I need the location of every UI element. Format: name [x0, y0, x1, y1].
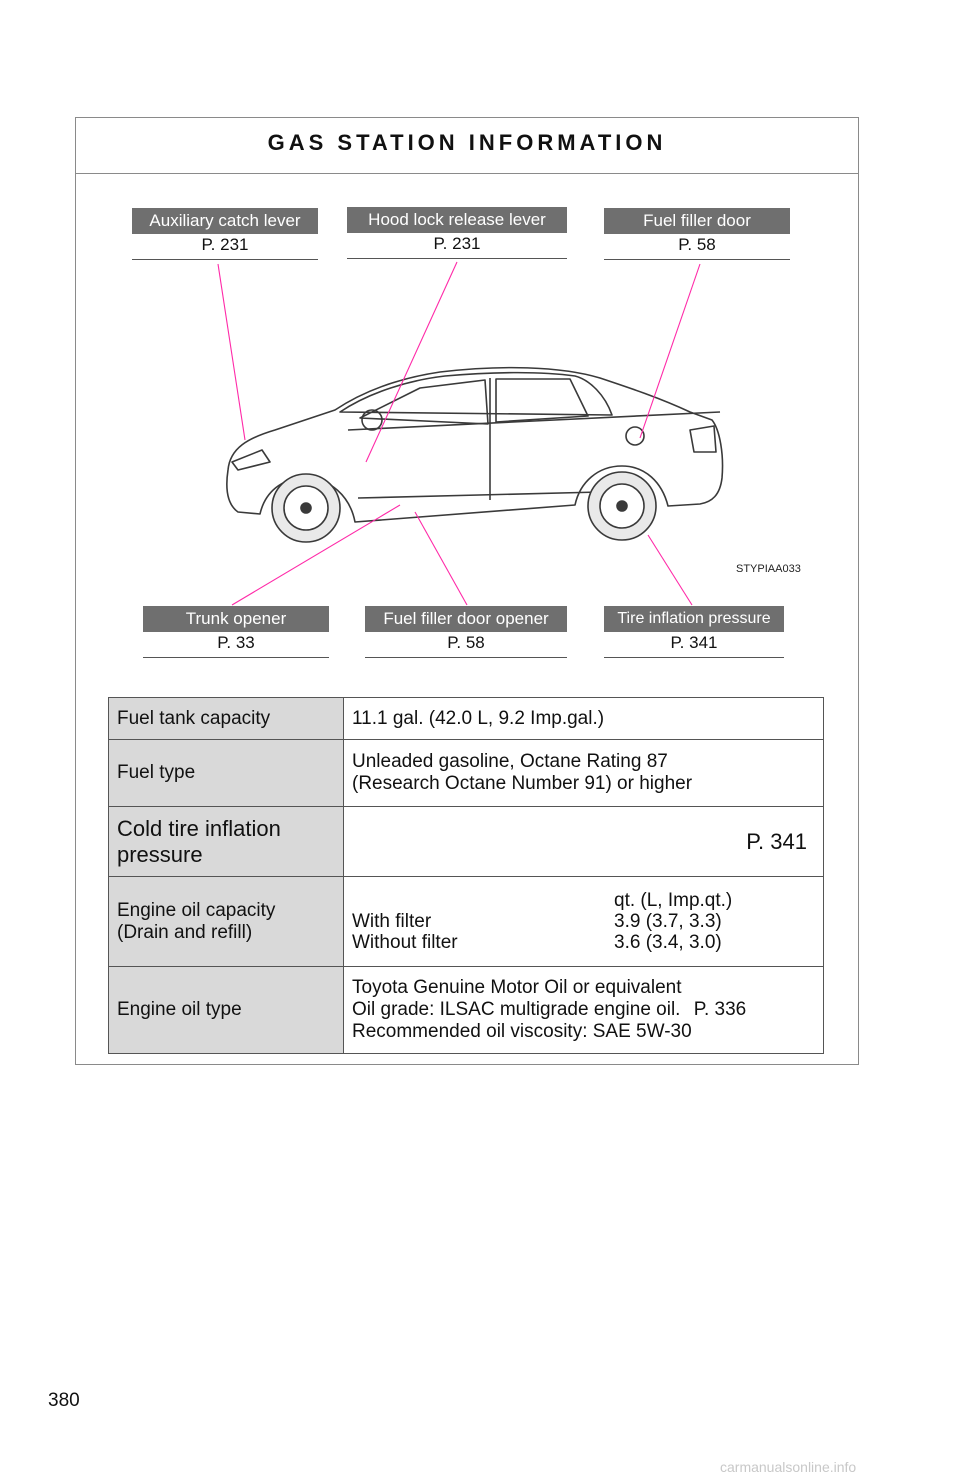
with-filter-label: With filter [352, 911, 432, 932]
page-title: GAS STATION INFORMATION [267, 130, 667, 155]
callout-hood-lock-release-lever [347, 207, 567, 259]
fuel-type-label: Fuel type [109, 740, 344, 807]
callout-tire-inflation-pressure [604, 606, 784, 658]
callout-label: Auxiliary catch lever [132, 208, 318, 234]
callout-auxiliary-catch-lever [132, 208, 318, 260]
leader-lines [218, 262, 700, 605]
oil-grade-page-link[interactable]: P. 336 [693, 999, 747, 1020]
without-filter-label: Without filter [352, 932, 458, 953]
without-filter-value: 3.6 (3.4, 3.0) [614, 932, 722, 953]
callout-fuel-filler-door [604, 208, 790, 260]
oil-type-line1: Toyota Genuine Motor Oil or equivalent [352, 977, 682, 998]
oil-capacity-label-line1: Engine oil capacity [117, 899, 276, 921]
callout-fuel-filler-door-opener [365, 606, 567, 658]
oil-type-line2 [352, 999, 815, 1021]
fuel-type-line2: (Research Octane Number 91) or higher [352, 773, 693, 794]
car-roof [340, 373, 612, 415]
oil-capacity-value [344, 877, 824, 967]
fuel-door-shape [626, 427, 644, 445]
cold-tire-label-line1: Cold tire inflation [117, 815, 281, 841]
spec-table [108, 697, 824, 1054]
callout-page-link[interactable]: P. 341 [604, 632, 784, 658]
front-hub [301, 503, 311, 513]
oil-type-value [344, 967, 824, 1054]
callout-label: Fuel filler door opener [365, 606, 567, 632]
fuel-type-line1: Unleaded gasoline, Octane Rating 87 [352, 751, 668, 772]
car-diagram [0, 0, 960, 700]
table-row [109, 740, 824, 807]
leader-aux-catch [218, 264, 245, 440]
oil-capacity-unit: qt. (L, Imp.qt.) [614, 890, 733, 911]
fuel-type-value [344, 740, 824, 807]
fuel-tank-value: 11.1 gal. (42.0 L, 9.2 Imp.gal.) [344, 698, 824, 740]
callout-page-link[interactable]: P. 33 [143, 632, 329, 658]
oil-capacity-label [109, 877, 344, 967]
taillight [690, 426, 716, 452]
callout-label: Trunk opener [143, 606, 329, 632]
rear-window [496, 379, 588, 422]
table-row [109, 877, 824, 967]
table-row [109, 967, 824, 1054]
headlight [232, 450, 270, 470]
cold-tire-label [109, 807, 344, 877]
callout-page-link[interactable]: P. 58 [604, 234, 790, 260]
watermark: carmanualsonline.info [720, 1459, 857, 1475]
oil-type-label: Engine oil type [109, 967, 344, 1054]
callout-label: Hood lock release lever [347, 207, 567, 233]
callout-page-link[interactable]: P. 58 [365, 632, 567, 658]
figure-id: STYPIAA033 [736, 563, 801, 575]
callout-page-link[interactable]: P. 231 [347, 233, 567, 259]
rear-hub [617, 501, 627, 511]
front-window [360, 380, 488, 424]
oil-grade-text: Oil grade: ILSAC multigrade engine oil. [352, 999, 681, 1020]
leader-hood-release [366, 262, 457, 462]
leader-fuel-door-opener [415, 512, 467, 605]
leader-tire-pressure [648, 535, 692, 605]
cold-tire-page-link[interactable]: P. 341 [344, 807, 824, 877]
oil-capacity-label-line2: (Drain and refill) [117, 921, 253, 943]
table-row [109, 807, 824, 877]
callout-trunk-opener [143, 606, 329, 658]
fuel-tank-label: Fuel tank capacity [109, 698, 344, 740]
with-filter-value: 3.9 (3.7, 3.3) [614, 911, 722, 932]
wheels [272, 472, 656, 542]
oil-type-line3: Recommended oil viscosity: SAE 5W-30 [352, 1021, 692, 1042]
callout-label: Tire inflation pressure [604, 606, 784, 632]
sill-line [358, 492, 600, 498]
oil-capacity-grid [352, 890, 815, 953]
table-row [109, 698, 824, 740]
callout-label: Fuel filler door [604, 208, 790, 234]
callout-page-link[interactable]: P. 231 [132, 234, 318, 260]
cold-tire-label-line2: pressure [117, 841, 203, 867]
page-number: 380 [48, 1390, 80, 1411]
